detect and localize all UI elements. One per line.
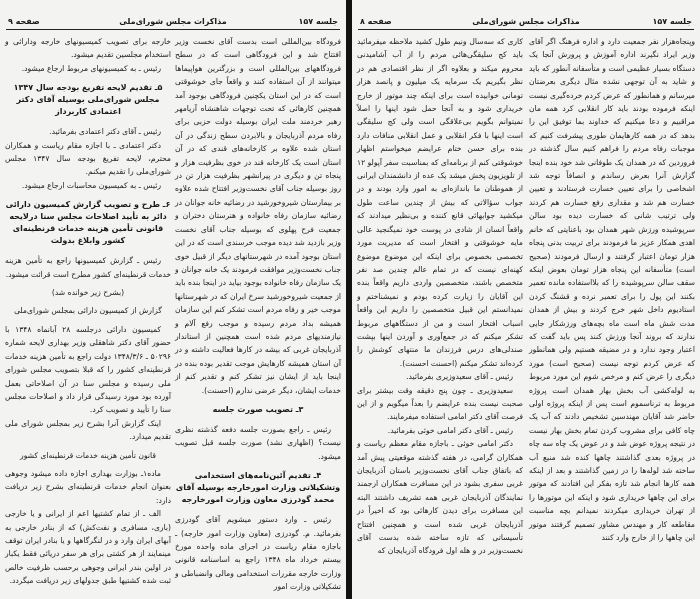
paragraph: رئیس ـ آقای دکتر اعتمادی بفرمائید. [49, 127, 161, 137]
paragraph: اینک گزارش آنرا بشرح زیر بمجلس شورای ملی تقدیم میدارد. [5, 418, 171, 442]
page-9 [0, 0, 346, 599]
paragraph: رئیس ـ به کمیسیونهای مربوط ارجاع میشود. [21, 63, 161, 73]
centered-caption: گزارش از کمیسیون دارائی بمجلس شورای‌ملی [14, 306, 162, 316]
paragraph: ماده۱ـ بوزارت بهداری اجازه داده میشود وجوهی بعنوان انجام خدمات قرنطینه‌ای بشرح زیر دریافت دارد: [5, 468, 171, 505]
page-8 [352, 0, 700, 599]
paragraph: الف ـ از تمام کشتیها اعم از ایرانی و یا خارجی (باری، مسافری و نفت‌کش) که از بنادر خارجی به آبهای ایران وارد و در لنگرگاهها و یا بنادر ایران توقف مینمایند از هر کشتی برای هر سفر دریائی فقط یکبار در اولین بندر ایرانی وجوهی برحسب ظرفیت خالص ثبت شده کشتیها طبق جدولهای زیر دریافت میگردد. [5, 509, 171, 586]
paragraph: خارجه برای تصویب کمیسیونهای خارجه ودارائی و استخدام مجلسین تقدیم میشود. [5, 37, 171, 60]
page-number: صفحه ۹ [8, 17, 40, 26]
session-number: جلسه ۱۵۷ [652, 17, 692, 26]
section-heading: ۶ـ طرح و تصویب گزارش کمیسیون دارائی دائر به تأیید اصلاحات مجلس سنا درلایحه قانونی تأمین هزینه خدمات قرنطینه‌ای کشور وابلاغ بدولت [5, 200, 171, 246]
page-number: صفحه ۸ [360, 17, 392, 26]
text-column-right [529, 35, 695, 544]
paragraph: دکتر اعتمادی ـ با اجازه مقام ریاست و همکاران محترم، لایحه تفریغ بودجه سال ۱۳۴۷ مجلس شورای‌ملی را تقدیم میکنم. [5, 140, 171, 177]
paragraph: دکتر امامی خوئی ـ باجازه مقام معظم ریاست و همکاران گرامی، در هفته گذشته موقعیتی پیش آمد که باتفاق جناب آقای نخست‌وزیر باستان آذربایجان غربی سفری بشود در این مسافرت همکاران ارجمند نمایندگان آذربایجان غربی همه تشریف داشتند البته این مسافرت برای دیدن کارهائی بود که اخیراً در آذربایجان غربی شده است و همچنین افتتاح تأسیساتی که تازه ساخته شده بدست آقای نخست‌وزیر در و هله اول فرودگاه آذربایجان که [357, 439, 523, 556]
paragraph: رئیس ـ آقای دکتر امامی خوئی بفرمائید. [387, 425, 513, 435]
text-column-right [175, 35, 341, 594]
paragraph: کمیسیون دارائی درجلسه ۲۸ آبانماه ۱۳۴۸ با حضور آقای دکتر شاهقلی وزیر بهداری لایحه شماره ۵۰۲۹۶ ـ ۱۳۴۸/۳/۶ دولت راجع به تأمین هزینه خدمات قرنطینه‌ای کشور را که قبلا بتصویب مجلس شورای ملی رسیده و مجلس سنا در آن اصلاحاتی بعمل آورده بود مورد رسیدگی قرار داد و اصلاحات مجلس سنا را تأیید و تصویب کرد. [5, 324, 171, 415]
paragraph: فرودگاه بین‌المللی است بدست آقای نخست وزیر افتتاح شد و این فرودگاهی است که در سطح فرودگاههای بین‌المللی است و بزرگترین هواپیماها میتوانند از آن استفاده کنند و واقعاً جای خوشوقتی است که در این استان یکچنین فرودگاهی بوجود آمد همچنین کارهائی که تحت توجهات شاهنشاه آریامهر رهبر خردمند ملت ایران بوسیله دولت حزبی برای رفاه مردم آذربایجان و بالابردن سطح زندگی در آن استان شده علاوه بر کارخانه‌های قندی که در آن استان است یک کارخانه قند در خوی بظرفیت هزار و پنجاه تن و دیگری در پیرانشهر بظرفیت هزار تن در روز بوسیله جناب آقای نخست‌وزیر افتتاح شده علاوه بر بیمارستان شیروخورشید در رضائیه خانه جوانان در رضائیه سازمان رفاه خانواده و هنرستان دختران و جمعیت فرح پهلوی که بوسیله جناب آقای نخست وزیر بازدید شد دیده موجب خرسندی است که در این استان بوجود آمده در شهرستانهای دیگر از قبیل خوی جناب نخست‌وزیر موافقت فرمودند یک خانه جوانان و یک سازمان رفاه خانواده بوجود بیاید در اینجا بنده باید از جمعیت شیروخورشید سرخ ایران که در شهرستانها موجب خیر و رفاه مردم است تشکر کنم این سازمان همیشه بداد مردم رسیده و موجب رفع آلام و نیازمندیهای مردم شده است همچنین از استاندار آذربایجان غربی که بیشه در کارها فعالیت داشته و در آن استان همیشه کارهایش موجب تقدیر بوده بنده در اینجا باید از ایشان نیز تشکر کنم و تقدیر کنم از خدمات ایشان، دیگر عرضی ندارم (احسنت). [175, 37, 341, 395]
paragraph: رئیس ـ وارد دستور میشویم آقای گودرزی بفرمائید. م. گودرزی (معاون وزارت امور خارجه) ـ باجازه مقام ریاست در اجرای ماده واحده مورخ بیستم خرداد ماه ۱۳۴۸ راجع به اساسنامه قانونی وزارت خارجه مقررات استخدامی ومالی وانضباطی و تشکیلاتی وزارت امور [175, 515, 341, 592]
paragraph: رئیس ـ گزارش کمیسیونها راجع به تأمین هزینه خدمات قرنطینه‌ای کشور مطرح است قرائت میشود. [5, 256, 171, 279]
running-title: مذاکرات مجلس شورای‌ملی [472, 17, 580, 26]
page-header [6, 17, 340, 30]
paragraph: رئیس ـ آقای سعیدوزیری بفرمائید. [406, 372, 513, 382]
paragraph: رئیس ـ به کمیسیون محاسبات ارجاع میشود. [21, 180, 161, 190]
section-heading: ۴ـ تقدیم آئین‌نامه‌های استخدامی وتشکیلاتی وزارت امورخارجه بوسیله آقای محمد گودرزی معاون وزارت امورخارجه [175, 471, 341, 505]
running-title: مذاکرات مجلس شورای‌ملی [119, 17, 227, 26]
paragraph: کاری که سه‌سال ونیم طول کشید ملاحظه میفرمائید باید کج سلیقگی‌هائی مردم را از آب آشامیدنی محروم میکند و بعلاوه اگر از نظر اقتصادی هم در نظر بگیریم یک سرمایه یک میلیون و پانصد هزار تومانی خوابیده است برای اینکه چند موتور از خارج خریداری شود و به آنجا حمل شود اینها را اصلاً نمیتوانم بگویم بی‌علاقگی است ولی کج سلیقگی است اینها با فکر انقلابی و عمل انقلابی منافات دارد بنده برای حسن ختام عرایضم میخواستم اظهار خوشوقتی کنم از برنامه‌ای که بمناسبت سفر آپولو ۱۲ از تلویزیون پخش میشد یک عده از دانشمندان ایرانی از هموطنان ما باندازه‌ای به امور وارد بودند و در جواب سؤالاتی که بیش از چندین ساعت طول میکشید جوابهائی قانع کننده و بی‌نظیر میدادند که واقعاً انسان از شادی در پوست خود نمیگنجید عالی مایه خوشوقتی و افتخار است که مدیریت مورد تخصصی بخصوص برای اینکه این موضوع موضوع کهنه‌ای نیست که در تمام عالم چندین صد نفر متخصص باشند، متخصصین واردی داریم واقعاً بنده این آقایان را زیارت کرده بودم و نمیشناختم و نمیدانستم این قبیل متخصصین را داریم این واقعاً اسباب افتخار است و من از دستگاههای مربوط تشکر میکنم که در جمع‌آوری و آوردن اینها بپشت صندلی‌های درس فرزندان ما منتهای کوشش را کرده‌اند تشکر میکنم (احسنت احسنت). [357, 37, 523, 368]
page-header [358, 17, 694, 30]
session-number: جلسه ۱۵۷ [298, 17, 338, 26]
centered-caption: قانون تأمین هزینه خدمات قرنطینه‌ای کشور [20, 450, 156, 460]
paragraph: رئیس ـ راجع بصورت جلسه دفعه گذشته نظری نیست؟ (اظهاری نشد) صورت جلسه قبل تصویب میشود. [175, 424, 341, 461]
section-heading: ۵ـ تقدیم لایحه تفریغ بودجه سال ۱۳۴۷ مجلس شورای‌ملی بوسیله آقای دکتر اعتمادی کاربرداز [13, 83, 163, 117]
centered-caption: (بشرح زیر خوانده شد) [51, 288, 125, 298]
paragraph: وپنجاه‌هزار نفر جمعیت دارد و اداره فرهنگ اگر آقای وزیر ایراد نگیرند اداره آموزش و پرورش آنجا یک دستگاه بسیار عظیمی است و متأسفانه آنطور که باید و شاید به آن توجهی نشده مثال دیگری بعرضتان میرسانم و همانطور که عرض کردم خرده‌گیری نیست اینکه فرموده بودند باید کار انقلابی کرد همه مان مراقبیم و دعا میکنیم که خداوند بما توفیق این را بدهد که در همه کارهایمان طوری پیشرفت کنیم که موجبات رفاه مردم را فراهم کنیم سال گذشته در فروردین که در همدان یک طوفانی شد خود بنده اینجا گزارش آنرا بعرض رساندم و انصافاً توجه شد اشخاصی را برای تعیین خسارت فرستادند و تعیین خسارت هم شد و مقداری رفع خسارت هم کردند ولی ترتیب شانی که خسارت دیده بود سالن سرپوشیده ورزش شهر همدان بود باعنایتی که خانم اهدی همکار عزیز ما فرمودند برای تربیت بدنی پنجاه هزار تومان اعتبار گرفتند و ارسال فرمودند (صحیح است) متأسفانه این پنجاه هزار تومان بعوض اینکه سقف سالن سرپوشیده را که بلااستفاده مانده تعمیر بکنند این پول را برای تعمیر نرده و قشنگ کردن استادیوم داخل شهر خرج کردند و بیش از همدان مدت شش ماه است ماه بچه‌های ورزشکار جایی ندارند که بروند آنجا ورزش کنند پس باید گفت که اعتبار وجود ندارد و در مضیقه هستیم ولی همانطور که عرض کردم توجه نیست (صحیح است) مورد دیگری را عرض کنم و مرخص شوم این مورد مربوط به لوله‌کشی آب بخش بهار همدان است پروژه مربوط به ترناسموم است پس از اینکه پروژه اولی حاضر شد آقایان مهندسین تشخیص دادند که آب یک چاه کافی برای مشروب کردن تمام بخش بهار نیست در نتیجه پروژه عوض شد و در عوض یک چاه سه چاه در پروژه بعدی گذاشتند چاهها کنده شد منبع آب ساخته شد لوله‌ها را در زمین گذاشتند و بعد از اینکه همه کارها انجام شد تازه بفکر این افتادند که موتور برای این چاهها خریداری شود و اینکه این موتورها را از تهران خریداری میکردند نمیدانم بچه مناسبت مقاطعه کار و مهندس مشاور تصمیم گرفتند موتور این چاهها را از خارج وارد کنند [529, 37, 695, 543]
section-heading: ۳ـ تصویب صورت جلسه [212, 404, 304, 414]
text-column-left [5, 35, 171, 588]
text-column-left [357, 35, 523, 558]
paragraph: سعیدوزیری ـ چون پنج دقیقه وقت بیشتر برای صحبت نیست بنده عرایضم را بعداً میگویم و از این فرصت آقای دکتر امامی استفاده میفرمایند. [357, 385, 523, 422]
